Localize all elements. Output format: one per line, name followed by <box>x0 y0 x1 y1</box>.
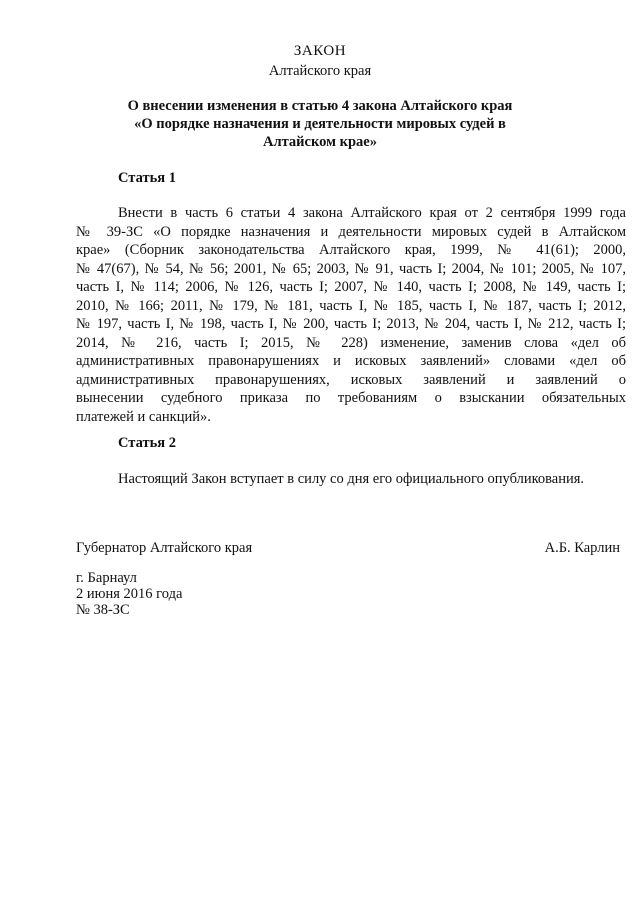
heading-line: Алтайском крае» <box>263 134 377 150</box>
heading-line: О внесении изменения в статью 4 закона Алтайского края <box>127 98 513 114</box>
adoption-place: г. Барнаул <box>76 570 137 586</box>
article-1-line: часть I, № 114; 2006, № 126, часть I; 2007, № 140, часть I; 2008, № 149, часть I; <box>76 279 626 295</box>
article-1-line: № 47(67), № 54, № 56; 2001, № 65; 2003, № 91, часть I; 2004, № 101; 2005, № 107, <box>76 260 626 277</box>
adoption-date: 2 июня 2016 года <box>76 586 183 602</box>
article-1-body <box>76 204 626 426</box>
law-region: Алтайского края <box>268 63 372 79</box>
article-1-line: платежей и санкций». <box>76 408 211 425</box>
article-2-title: Статья 2 <box>118 435 176 451</box>
article-1-line: 2014, № 216, часть I; 2015, № 228) изменение, заменив слова «дел об <box>76 334 626 351</box>
law-title: ЗАКОН <box>293 43 347 59</box>
article-1-line: крае» (Сборник законодательства Алтайского края, 1999, № 41(61); 2000, <box>76 242 626 258</box>
article-1-line: вынесении судебного приказа по требованиям о взыскании обязательных <box>76 390 626 406</box>
article-1-line: № 39-ЗС «О порядке назначения и деятельности мировых судей в Алтайском <box>76 223 626 240</box>
signatory-position: Губернатор Алтайского края <box>76 540 253 556</box>
article-2-line: Настоящий Закон вступает в силу со дня его официального опубликования. <box>118 471 585 487</box>
article-1-line: административных правонарушениях и исковых заявлений» словами «дел об <box>76 353 626 369</box>
law-heading <box>120 97 520 151</box>
law-number: № 38-ЗС <box>76 602 130 618</box>
article-1-line: административных правонарушениях, исковых заявлений и заявлений о <box>76 371 626 388</box>
article-1-line: Внести в часть 6 статьи 4 закона Алтайского края от 2 сентября 1999 года <box>118 205 626 221</box>
article-1-line: 2010, № 166; 2011, № 179, № 181, часть I, № 185, часть I, № 187, часть I; 2012, <box>76 297 626 314</box>
article-1-line: № 197, часть I, № 198, часть I, № 200, часть I; 2013, № 204, часть I, № 212, часть I; <box>76 316 626 332</box>
heading-line: «О порядке назначения и деятельности мировых судей в <box>134 116 506 132</box>
article-2-body <box>76 470 626 489</box>
signatory-name: А.Б. Карлин <box>544 540 620 556</box>
article-1-title: Статья 1 <box>118 170 176 186</box>
